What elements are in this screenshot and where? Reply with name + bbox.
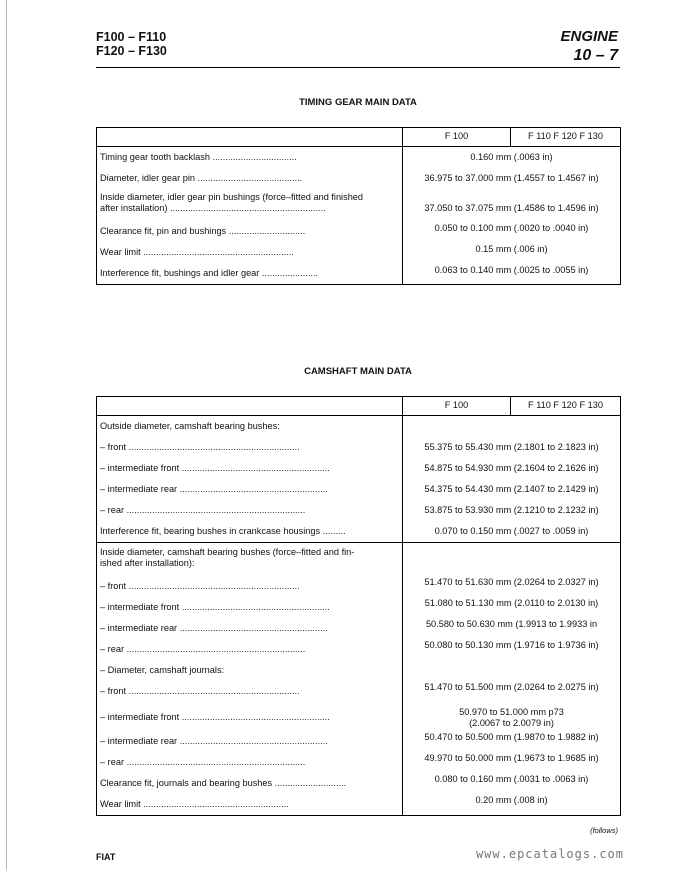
table-row-label: – front ................................................................... (100, 686, 300, 696)
watermark: www.epcatalogs.com (475, 847, 624, 861)
camshaft-group1-labels (97, 416, 403, 543)
table-row-label: Wear limit ........................................................... (100, 247, 294, 257)
table-row-value: 51.470 to 51.630 mm (2.0264 to 2.0327 in) (424, 577, 599, 587)
timing-values (403, 147, 621, 285)
table-row-label: – intermediate front .......................................................... (100, 602, 330, 612)
table-row-value: 37.050 to 37.075 mm (1.4586 to 1.4596 in) (424, 203, 599, 213)
models-line-2: F120 – F130 (96, 44, 167, 58)
table-row-label: Wear limit ......................................................... (100, 799, 289, 809)
table-row-value: 50.970 to 51.000 mm p73 (2.0067 to 2.0079 in) (459, 707, 564, 728)
camshaft-header-blank (97, 397, 403, 416)
table-row-label: Interference fit, bearing bushes in crankcase housings ......... (100, 526, 346, 536)
table-row-label: Clearance fit, journals and bearing bushes ............................ (100, 778, 347, 788)
timing-gear-title: TIMING GEAR MAIN DATA (299, 97, 417, 108)
camshaft-group2-values (403, 543, 621, 816)
table-row-value: 50.080 to 50.130 mm (1.9716 to 1.9736 in) (424, 640, 599, 650)
table-row-label: – rear ...................................................................... (100, 757, 306, 767)
camshaft-col-f100: F 100 (444, 400, 469, 410)
table-row-label: Inside diameter, idler gear pin bushings (force–fitted and finished after installation) ............................................................. (100, 192, 364, 213)
camshaft-group1-values (403, 416, 621, 543)
camshaft-group2-labels (97, 543, 403, 816)
table-row-label: Diameter, idler gear pin ......................................... (100, 173, 303, 183)
table-row-label: Clearance fit, pin and bushings .............................. (100, 226, 306, 236)
table-row-label: Interference fit, bushings and idler gear ...................... (100, 268, 319, 278)
table-row-value: 54.875 to 54.930 mm (2.1604 to 2.1626 in) (424, 463, 599, 473)
table-row-value: 49.970 to 50.000 mm (1.9673 to 1.9685 in) (424, 753, 599, 763)
table-row-label: – intermediate rear .......................................................... (100, 736, 328, 746)
table-row-label: Timing gear tooth backlash ................................. (100, 152, 297, 162)
table-row-label: – intermediate front .......................................................... (100, 712, 330, 722)
table-row-value: 0.050 to 0.100 mm (.0020 to .0040 in) (434, 223, 589, 233)
table-row-value: 51.080 to 51.130 mm (2.0110 to 2.0130 in) (424, 598, 599, 608)
table-row-label: – intermediate rear .......................................................... (100, 623, 328, 633)
table-row-label: – front ................................................................... (100, 442, 300, 452)
table-row-label: – front ................................................................... (100, 581, 300, 591)
table-row-value: 0.063 to 0.140 mm (.0025 to .0055 in) (434, 265, 589, 275)
table-row-label: – intermediate front .......................................................... (100, 463, 330, 473)
table-row-value: 50.470 to 50.500 mm (1.9870 to 1.9882 in) (424, 732, 599, 742)
table-row-value: 54.375 to 54.430 mm (2.1407 to 2.1429 in) (424, 484, 599, 494)
follows-note: (follows) (590, 826, 618, 835)
table-row-value: 0.15 mm (.006 in) (475, 244, 548, 254)
section-header (560, 28, 618, 65)
group-heading: – Diameter, camshaft journals: (100, 665, 225, 675)
page-edge-rule (6, 0, 7, 870)
camshaft-title: CAMSHAFT MAIN DATA (304, 366, 412, 377)
section-name: ENGINE (560, 28, 618, 45)
table-row-value: 53.875 to 53.930 mm (2.1210 to 2.1232 in) (424, 505, 599, 515)
timing-header-blank (97, 128, 403, 147)
timing-labels (97, 147, 403, 285)
timing-col-f110-130: F 110 F 120 F 130 (528, 131, 603, 141)
group-heading: Inside diameter, camshaft bearing bushes (force–fitted and fin- ished after installation): (100, 547, 355, 568)
table-row-value: 0.070 to 0.150 mm (.0027 to .0059 in) (434, 526, 589, 536)
group-heading: Outside diameter, camshaft bearing bushes: (100, 421, 280, 431)
camshaft-col-f110-130: F 110 F 120 F 130 (528, 400, 603, 410)
table-row-value: 0.160 mm (.0063 in) (470, 152, 553, 162)
table-row-label: – rear ...................................................................... (100, 505, 306, 515)
page-number: 10 – 7 (573, 47, 618, 64)
table-row-value: 50.580 to 50.630 mm (1.9913 to 1.9933 in (425, 619, 598, 629)
brand-footer: FIAT (96, 852, 116, 862)
table-row-label: – intermediate rear .......................................................... (100, 484, 328, 494)
table-row-value: 0.080 to 0.160 mm (.0031 to .0063 in) (434, 774, 589, 784)
table-row-value: 36.975 to 37.000 mm (1.4557 to 1.4567 in) (424, 173, 599, 183)
header-divider (96, 67, 620, 68)
timing-gear-table (96, 127, 621, 285)
table-row-label: – rear ...................................................................... (100, 644, 306, 654)
timing-col-f100: F 100 (444, 131, 469, 141)
table-row-value: 0.20 mm (.008 in) (475, 795, 548, 805)
camshaft-table (96, 396, 621, 816)
models-line-1: F100 – F110 (96, 30, 167, 44)
table-row-value: 51.470 to 51.500 mm (2.0264 to 2.0275 in) (424, 682, 599, 692)
table-row-value: 55.375 to 55.430 mm (2.1801 to 2.1823 in) (424, 442, 599, 452)
models-header (96, 30, 167, 58)
